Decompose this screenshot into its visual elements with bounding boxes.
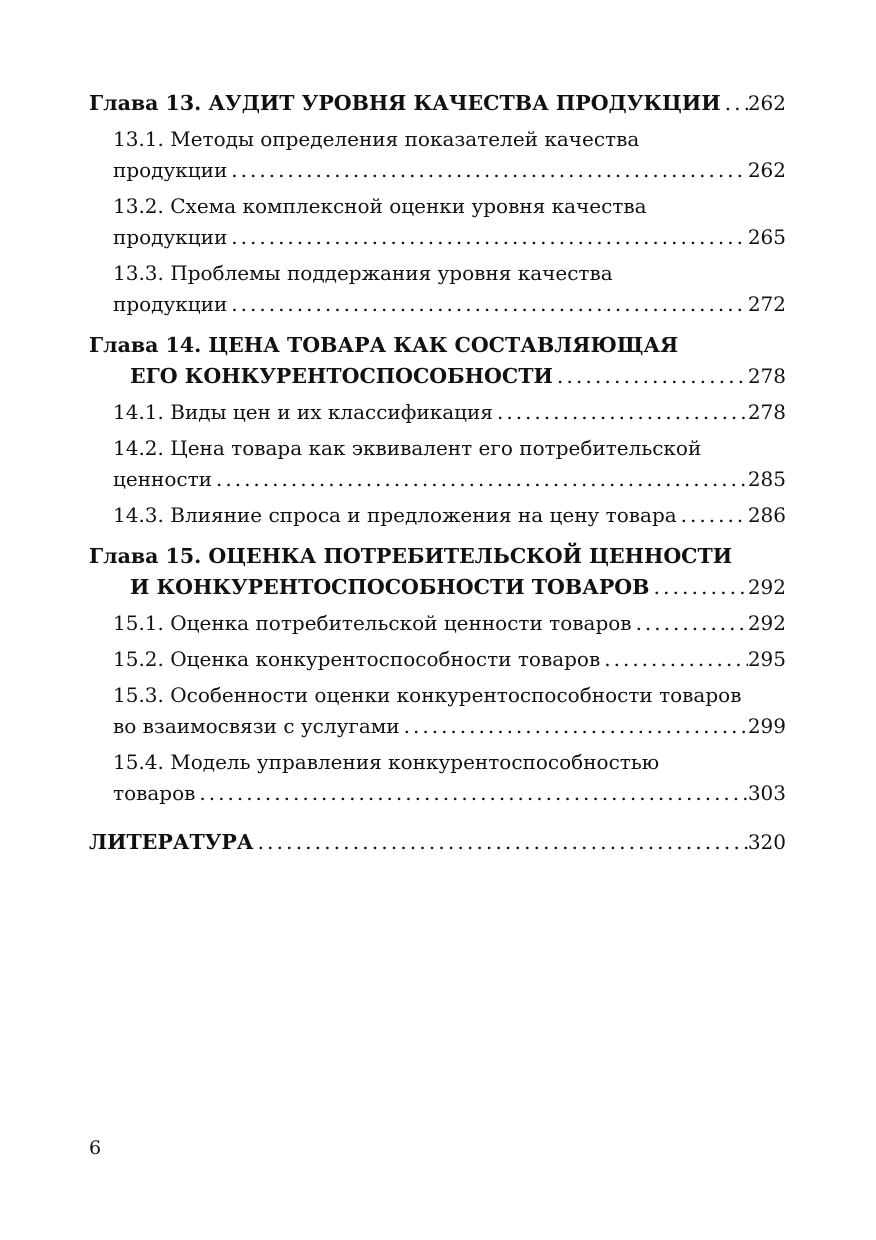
leader-dots — [600, 644, 748, 675]
section-title: 14.2. Цена товара как эквивалент его потребительской — [113, 436, 702, 460]
toc-chapter-13[interactable] — [89, 88, 786, 119]
section-title: 14.3. Влияние спроса и предложения на цену товара — [113, 503, 677, 527]
page-ref: 299 — [747, 714, 786, 738]
section-title-cont: ценности — [113, 467, 212, 491]
leader-dots — [212, 464, 748, 495]
section-title: 15.1. Оценка потребительской ценности товаров — [113, 611, 632, 635]
section-title-cont: продукции — [113, 225, 228, 249]
toc-chapter-14[interactable] — [89, 330, 786, 392]
section-title-cont: продукции — [113, 158, 228, 182]
leader-dots — [227, 155, 748, 186]
toc-section-13-3[interactable] — [89, 258, 786, 320]
leader-dots — [227, 222, 748, 253]
leader-dots — [195, 778, 747, 809]
toc-section-15-1[interactable] — [89, 608, 786, 639]
toc-section-14-2[interactable] — [89, 433, 786, 495]
toc-chapter-15[interactable] — [89, 541, 786, 603]
leader-dots — [493, 397, 748, 428]
literature-title: ЛИТЕРАТУРА — [89, 830, 254, 854]
page-ref: 295 — [747, 647, 786, 671]
section-title-cont: во взаимосвязи с услугами — [113, 714, 400, 738]
page-ref: 320 — [747, 830, 786, 854]
page-ref: 278 — [747, 400, 786, 424]
page-ref: 278 — [747, 364, 786, 388]
section-title: 13.1. Методы определения показателей качества — [113, 127, 640, 151]
leader-dots — [227, 289, 748, 320]
page-ref: 272 — [747, 292, 786, 316]
section-title-cont: продукции — [113, 292, 228, 316]
page-ref: 286 — [747, 503, 786, 527]
section-title: 15.2. Оценка конкурентоспособности товаров — [113, 647, 601, 671]
leader-dots — [677, 500, 748, 531]
chapter-title-cont: И КОНКУРЕНТОСПОСОБНОСТИ ТОВАРОВ — [130, 575, 650, 599]
table-of-contents — [89, 88, 786, 858]
toc-section-14-3[interactable] — [89, 500, 786, 531]
leader-dots — [721, 88, 748, 119]
toc-section-15-3[interactable] — [89, 680, 786, 742]
leader-dots — [254, 827, 748, 858]
toc-literature[interactable] — [89, 827, 786, 858]
toc-section-15-2[interactable] — [89, 644, 786, 675]
toc-section-13-1[interactable] — [89, 124, 786, 186]
page-ref: 265 — [747, 225, 786, 249]
page-ref: 262 — [747, 91, 786, 115]
leader-dots — [400, 711, 748, 742]
section-title: 13.2. Схема комплексной оценки уровня качества — [113, 194, 647, 218]
chapter-title: Глава 15. ОЦЕНКА ПОТРЕБИТЕЛЬСКОЙ ЦЕННОСТИ — [89, 544, 733, 568]
chapter-title: Глава 14. ЦЕНА ТОВАРА КАК СОСТАВЛЯЮЩАЯ — [89, 333, 679, 357]
leader-dots — [553, 361, 748, 392]
section-title-cont: товаров — [113, 781, 196, 805]
chapter-title: Глава 13. АУДИТ УРОВНЯ КАЧЕСТВА ПРОДУКЦИИ — [89, 91, 721, 115]
section-title: 13.3. Проблемы поддержания уровня качества — [113, 261, 613, 285]
section-title: 15.3. Особенности оценки конкурентоспособности товаров — [113, 683, 742, 707]
page-ref: 262 — [747, 158, 786, 182]
page-ref: 292 — [747, 611, 786, 635]
leader-dots — [632, 608, 748, 639]
page-ref: 303 — [747, 781, 786, 805]
toc-section-14-1[interactable] — [89, 397, 786, 428]
leader-dots — [649, 572, 747, 603]
chapter-title-cont: ЕГО КОНКУРЕНТОСПОСОБНОСТИ — [130, 364, 553, 388]
page-ref: 285 — [747, 467, 786, 491]
page-number: 6 — [89, 1137, 102, 1159]
section-title: 15.4. Модель управления конкурентоспособностью — [113, 750, 660, 774]
section-title: 14.1. Виды цен и их классификация — [113, 400, 493, 424]
toc-section-13-2[interactable] — [89, 191, 786, 253]
page-ref: 292 — [747, 575, 786, 599]
toc-section-15-4[interactable] — [89, 747, 786, 809]
